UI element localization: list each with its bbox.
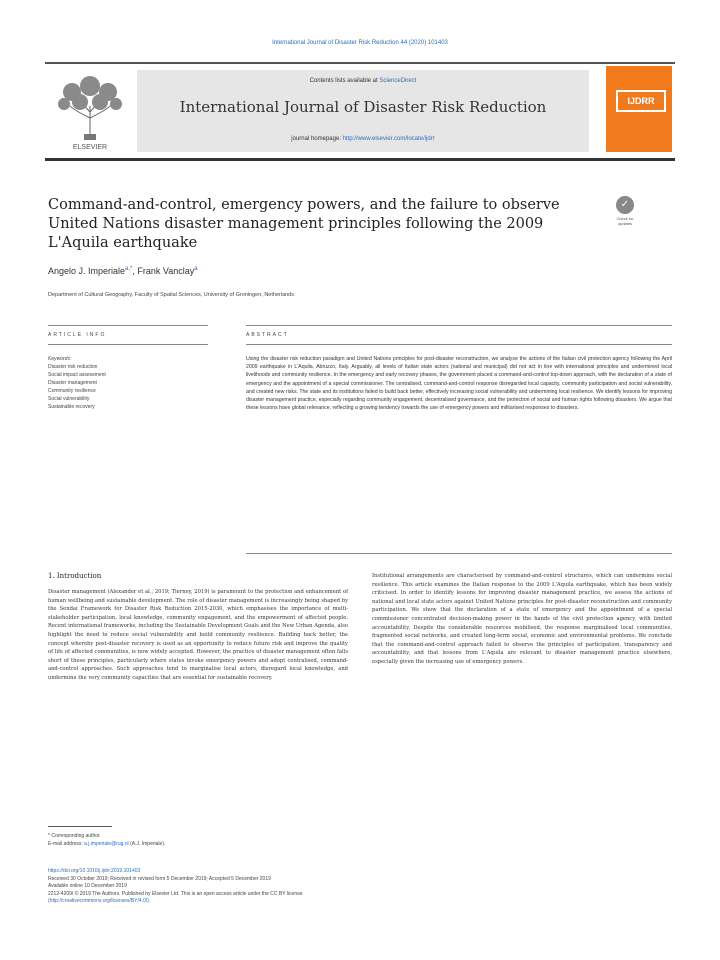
keyword-item: Disaster risk reduction: [48, 364, 98, 370]
author-name[interactable]: Angelo J. Imperiale: [48, 266, 126, 276]
keyword-item: Disaster management: [48, 380, 97, 386]
crossmark-button[interactable]: [614, 196, 636, 228]
journal-cover-thumbnail[interactable]: [606, 66, 672, 152]
publisher-logo: [48, 68, 132, 152]
email-link[interactable]: a.j.imperiale@rug.nl: [84, 841, 129, 847]
article-history: Received 30 October 2019; Received in revised form 5 December 2019; Accepted 5 December 2019: [48, 875, 271, 882]
contents-prefix: Contents lists available at: [309, 78, 378, 84]
keyword-item: Sustainable recovery: [48, 404, 95, 410]
footnotes: [48, 832, 448, 848]
author-name[interactable]: , Frank Vanclay: [132, 266, 195, 276]
available-online: Available online 10 December 2019: [48, 883, 127, 889]
abstract-subrule: [246, 344, 672, 345]
contents-line: [137, 78, 589, 84]
sciencedirect-link[interactable]: ScienceDirect: [379, 78, 417, 84]
journal-homepage-link[interactable]: http://www.elsevier.com/locate/ijdrr: [342, 136, 435, 142]
publisher-wordmark: ELSEVIER: [72, 144, 108, 151]
affiliation: Department of Cultural Geography, Faculty of Spatial Sciences, University of Groningen, Netherlands: [48, 292, 294, 298]
keyword-item: Community resilience: [48, 388, 96, 394]
crossmark-label: Check for updates: [616, 216, 634, 226]
homepage-prefix: journal homepage:: [291, 136, 341, 142]
keywords-heading: Keywords:: [48, 356, 72, 362]
abstract-rule-bottom: [246, 553, 672, 554]
email-prefix: E-mail address:: [48, 841, 83, 847]
journal-title: International Journal of Disaster Risk Reduction: [179, 98, 547, 116]
footnote-rule: [48, 826, 112, 827]
journal-citation[interactable]: International Journal of Disaster Risk Reduction 44 (2020) 101403: [272, 40, 448, 46]
article-info-rule: [48, 325, 208, 326]
keyword-item: Social vulnerability: [48, 396, 90, 402]
author-superscript[interactable]: a,*: [125, 266, 133, 272]
header-bottom-rule: [45, 158, 675, 161]
body-column-right: Institutional arrangements are characterised by command-and-control structures, which can undermine social resilience. This article examines the Italian response to the 2009 L'Aquila earthquake, which has been widely criticised. In order to identify lessons for improving disaster management practice, we assess the actions of national and local state actors against United Nations principles for post-disaster reconstruction and community participation. We show that the declaration of a state of emergency and the appointment of a special commissioner concentrated decision-making power in the hands of the civil protection agency, with limited accountability. Despite the considerable resources mobilised, the response marginalised local communities, fragmented social networks, and created long-term social, economic and environmental problems. We conclude that the command-and-control approach failed to observe the principles of participation, transparency and accountability, and that lessons from L'Aquila are relevant to disaster management practice elsewhere, especially given the increasing use of emergency powers.: [372, 573, 672, 665]
article-footer: [48, 868, 548, 906]
keyword-item: Social impact assessment: [48, 372, 106, 378]
journal-banner: [137, 70, 589, 152]
article-title: Command-and-control, emergency powers, and the failure to observe United Nations disaster management principles following the 2009 L'Aquila earthquake: [48, 197, 560, 251]
crossmark-icon: ✓: [616, 196, 634, 214]
cover-logo: IJDRR: [616, 90, 666, 112]
homepage-line: [137, 136, 589, 142]
corresponding-author-note: * Corresponding author.: [48, 833, 101, 839]
email-line: [48, 840, 448, 848]
article-info-heading: ARTICLE INFO: [48, 332, 107, 338]
copyright-line: 2212-4209/ © 2019 The Authors. Published by Elsevier Ltd. This is an open access article under the CC BY license: [48, 890, 303, 897]
license-link[interactable]: (http://creativecommons.org/licenses/BY/4.0/).: [48, 898, 151, 904]
email-suffix: (A.J. Imperiale).: [130, 841, 166, 847]
abstract-text: Using the disaster risk reduction paradigm and United Nations principles for post-disaster reconstruction, we analyse the actions of the Italian civil protection agency following the April 2009 earthquake in L'Aquila, Abruzzo, Italy. Arguably, all levels of Italian state actors (national and municipal) did not act in line with international principles and undermined local livelihoods and community resilience. In the emergency and early recovery phases, the government placed a command-and-control top-down approach, with the declaration of a state of emergency and the appointment of a special commissioner. The centralised, command-and-control response disregarded local capacity, community participation and social vulnerability, and created new risks. The state and its institutions failed to build back better, effectively increasing social vulnerability and undermining local resilience. We identify lessons for improving disaster management practice, especially regarding community engagement, decentralised governance, and the protection of social and human rights following disasters. We argue that these lessons have global relevance, reflecting a growing tendency towards the use of emergency powers and militarised responses to disasters.: [246, 356, 672, 412]
section-heading-introduction: 1. Introduction: [48, 572, 102, 580]
header-top-rule: [45, 62, 675, 64]
author-list: [48, 266, 648, 276]
article-info-subrule: [48, 344, 208, 345]
abstract-rule-top: [246, 325, 672, 326]
doi-link[interactable]: https://doi.org/10.1016/j.ijdrr.2019.101403: [48, 868, 141, 874]
author-superscript[interactable]: a: [194, 266, 198, 272]
abstract-heading: ABSTRACT: [246, 332, 289, 338]
keywords-block: [48, 355, 208, 411]
body-column-left: Disaster management (Alexander et al., 2019; Tierney, 2019) is paramount to the protection and enhancement of human wellbeing and sustainable development. The role of disaster management is increasingly being shaped by the Sendai Framework for Disaster Risk Reduction 2015-2030, which emphasises the importance of multi-stakeholder participation, local knowledge, community engagement, and the empowerment of affected people. Recent international frameworks, including the Sustainable Development Goals and the New Urban Agenda, also highlight the need to reduce social vulnerability and build community resilience. Building back better, the concept whereby post-disaster recovery is used as an opportunity to reduce future risk and improve the quality of life of affected communities, is now widely accepted. However, the practice of disaster management often falls short of these principles, particularly where states invoke emergency powers and adopt centralised, command-and-control approaches. Such approaches tend to marginalise local actors, disregard local knowledge, and undermine the very community capacities that are essential for sustainable recovery.: [48, 589, 348, 681]
